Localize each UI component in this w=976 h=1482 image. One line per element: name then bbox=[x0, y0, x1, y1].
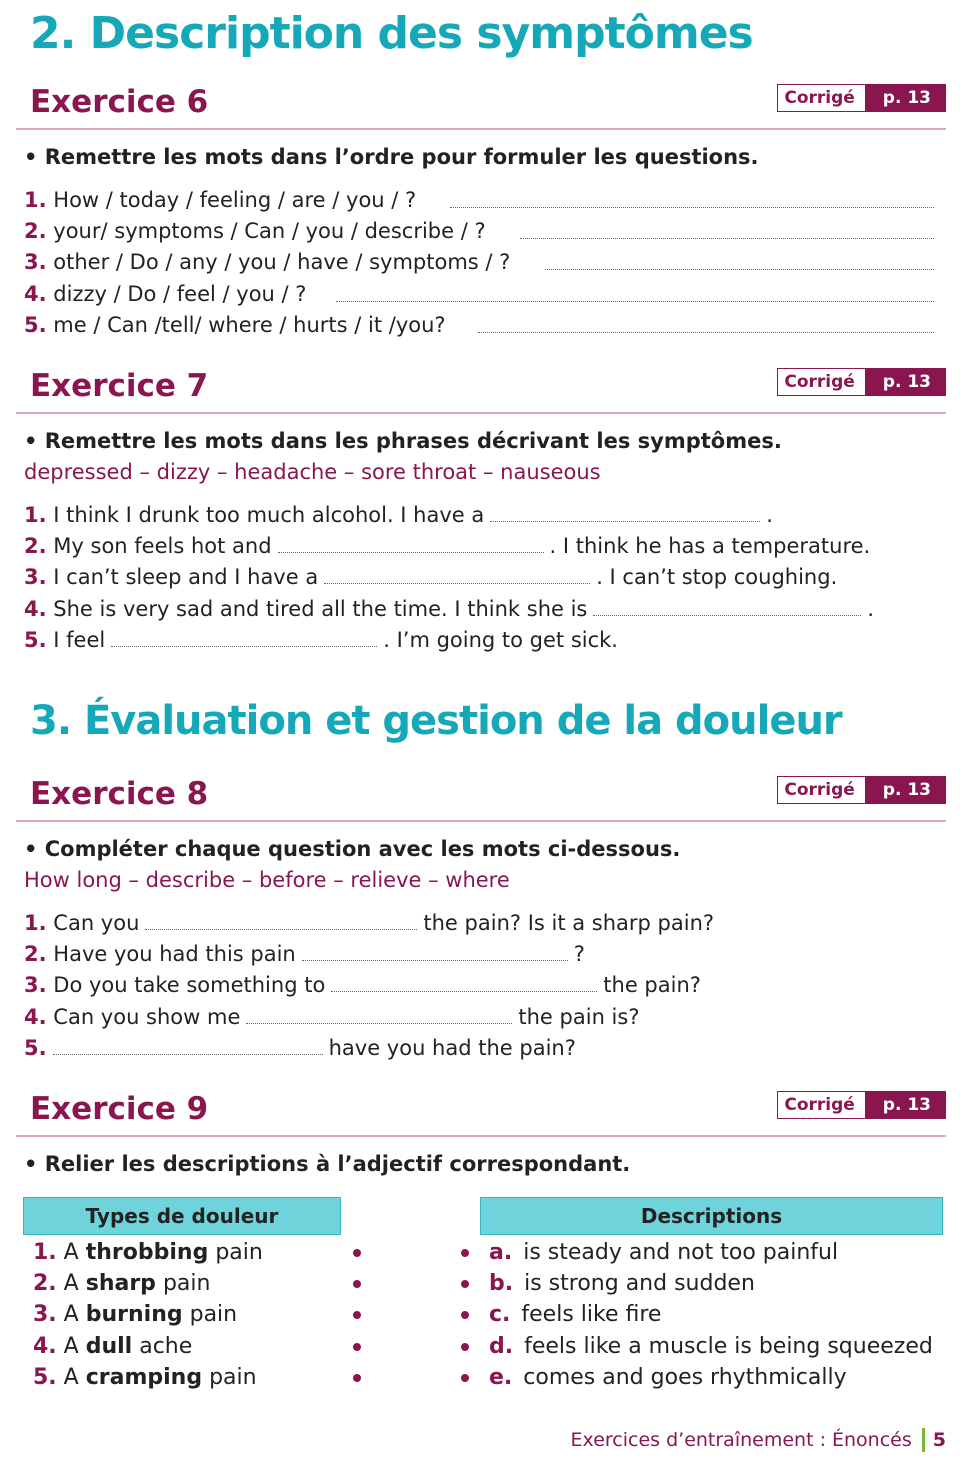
description-item bbox=[489, 1300, 661, 1330]
description-item bbox=[489, 1363, 847, 1393]
exercise-item bbox=[24, 1033, 576, 1063]
exercise-item bbox=[24, 247, 940, 277]
exercise-item bbox=[24, 625, 618, 655]
item-text: pain bbox=[209, 1365, 257, 1390]
item-number: 2. bbox=[24, 534, 47, 558]
item-number: 1. bbox=[24, 911, 47, 935]
item-text: pain bbox=[162, 1271, 211, 1296]
pain-adjective: throbbing bbox=[85, 1240, 209, 1265]
item-text: dizzy / Do / feel / you / ? bbox=[53, 282, 307, 306]
item-text: . I’m going to get sick. bbox=[383, 628, 618, 652]
description-item bbox=[489, 1332, 933, 1362]
answer-blank[interactable] bbox=[545, 255, 934, 270]
instruction: • Remettre les mots dans l’ordre pour formuler les questions. bbox=[24, 145, 759, 169]
footer-text: Exercices d’entraînement : Énoncés bbox=[570, 1429, 912, 1451]
match-dot-left[interactable] bbox=[353, 1343, 361, 1351]
exercise-6-header bbox=[16, 84, 946, 130]
item-text: . I think he has a temperature. bbox=[549, 534, 871, 558]
column-header-descriptions: Descriptions bbox=[480, 1197, 943, 1235]
item-text: is steady and not too painful bbox=[523, 1240, 839, 1265]
item-text: your/ symptoms / Can / you / describe / ? bbox=[53, 219, 486, 243]
answer-blank[interactable] bbox=[324, 569, 590, 584]
section-title: 2. Description des symptômes bbox=[30, 8, 753, 59]
item-number: 3. bbox=[24, 565, 47, 589]
item-number: 1. bbox=[24, 188, 47, 212]
answer-blank[interactable] bbox=[111, 632, 377, 647]
answer-key-link[interactable] bbox=[777, 776, 946, 804]
divider bbox=[16, 820, 946, 822]
description-item bbox=[489, 1269, 755, 1299]
item-letter: d. bbox=[489, 1334, 514, 1359]
item-text: I feel bbox=[53, 628, 106, 652]
exercise-title: Exercice 8 bbox=[30, 776, 209, 812]
item-text: Can you show me bbox=[53, 1005, 241, 1029]
footer-divider bbox=[922, 1428, 925, 1452]
item-text: How / today / feeling / are / you / ? bbox=[53, 188, 417, 212]
answer-blank[interactable] bbox=[53, 1040, 323, 1055]
answer-blank[interactable] bbox=[520, 224, 934, 239]
exercise-9-header bbox=[16, 1091, 946, 1137]
pain-type-item bbox=[33, 1300, 237, 1330]
item-number: 5. bbox=[24, 628, 47, 652]
exercise-title: Exercice 7 bbox=[30, 368, 209, 404]
item-number: 5. bbox=[24, 313, 47, 337]
item-text: the pain is? bbox=[518, 1005, 640, 1029]
item-number: 4. bbox=[24, 597, 47, 621]
item-text: pain bbox=[189, 1302, 238, 1327]
item-number: 3. bbox=[33, 1302, 57, 1327]
exercise-item bbox=[24, 939, 585, 969]
exercise-item bbox=[24, 531, 870, 561]
pain-type-item bbox=[33, 1332, 192, 1362]
description-item bbox=[489, 1238, 838, 1268]
item-text: have you had the pain? bbox=[328, 1036, 576, 1060]
answer-blank[interactable] bbox=[278, 538, 544, 553]
item-number: 5. bbox=[33, 1365, 57, 1390]
answer-blank[interactable] bbox=[336, 287, 934, 302]
item-number: 2. bbox=[24, 942, 47, 966]
item-text: the pain? Is it a sharp pain? bbox=[423, 911, 715, 935]
instruction: • Compléter chaque question avec les mots ci-dessous. bbox=[24, 837, 681, 861]
item-text: . I can’t stop coughing. bbox=[596, 565, 838, 589]
item-text: feels like fire bbox=[521, 1302, 662, 1327]
divider bbox=[16, 128, 946, 130]
item-text: Have you had this pain bbox=[53, 942, 296, 966]
corrige-page: p. 13 bbox=[865, 85, 945, 111]
match-dot-right[interactable] bbox=[461, 1374, 469, 1382]
exercise-item bbox=[24, 310, 940, 340]
match-dot-right[interactable] bbox=[461, 1249, 469, 1257]
instruction: • Relier les descriptions à l’adjectif correspondant. bbox=[24, 1152, 631, 1176]
exercise-7-header bbox=[16, 368, 946, 414]
pain-type-item bbox=[33, 1269, 210, 1299]
item-number: 2. bbox=[24, 219, 47, 243]
answer-key-link[interactable] bbox=[777, 368, 946, 396]
corrige-page: p. 13 bbox=[865, 777, 945, 803]
item-number: 2. bbox=[33, 1271, 57, 1296]
word-bank: How long – describe – before – relieve – where bbox=[24, 868, 510, 892]
answer-blank[interactable] bbox=[490, 507, 760, 522]
item-number: 4. bbox=[33, 1334, 57, 1359]
answer-key-link[interactable] bbox=[777, 84, 946, 112]
item-text: ? bbox=[573, 942, 585, 966]
page-number: 5 bbox=[932, 1429, 946, 1451]
match-dot-left[interactable] bbox=[353, 1280, 361, 1288]
answer-blank[interactable] bbox=[450, 193, 934, 208]
corrige-label: Corrigé bbox=[778, 777, 864, 803]
column-header-types: Types de douleur bbox=[23, 1197, 341, 1235]
match-dot-left[interactable] bbox=[353, 1374, 361, 1382]
pain-adjective: dull bbox=[85, 1334, 133, 1359]
exercise-item bbox=[24, 185, 940, 215]
divider bbox=[16, 412, 946, 414]
match-dot-right[interactable] bbox=[461, 1280, 469, 1288]
item-text: A bbox=[63, 1271, 79, 1296]
pain-type-item bbox=[33, 1238, 263, 1268]
item-text: A bbox=[63, 1334, 79, 1359]
divider bbox=[16, 1135, 946, 1137]
pain-type-item bbox=[33, 1363, 257, 1393]
item-letter: c. bbox=[489, 1302, 511, 1327]
item-text: . bbox=[867, 597, 875, 621]
item-text: Can you bbox=[53, 911, 140, 935]
exercise-title: Exercice 6 bbox=[30, 84, 209, 120]
exercise-title: Exercice 9 bbox=[30, 1091, 209, 1127]
corrige-page: p. 13 bbox=[865, 369, 945, 395]
item-text: I can’t sleep and I have a bbox=[53, 565, 319, 589]
item-number: 3. bbox=[24, 250, 47, 274]
match-dot-right[interactable] bbox=[461, 1311, 469, 1319]
item-text: comes and goes rhythmically bbox=[523, 1365, 847, 1390]
item-number: 4. bbox=[24, 1005, 47, 1029]
exercise-item bbox=[24, 216, 940, 246]
exercise-item bbox=[24, 970, 701, 1000]
match-dot-right[interactable] bbox=[461, 1343, 469, 1351]
item-letter: e. bbox=[489, 1365, 513, 1390]
item-text: A bbox=[63, 1240, 79, 1265]
item-text: My son feels hot and bbox=[53, 534, 272, 558]
answer-key-link[interactable] bbox=[777, 1091, 946, 1119]
pain-adjective: sharp bbox=[85, 1271, 156, 1296]
answer-blank[interactable] bbox=[302, 946, 568, 961]
corrige-label: Corrigé bbox=[778, 85, 864, 111]
item-text: I think I drunk too much alcohol. I have a bbox=[53, 503, 485, 527]
item-number: 4. bbox=[24, 282, 47, 306]
exercise-item bbox=[24, 500, 773, 530]
corrige-label: Corrigé bbox=[778, 1092, 864, 1118]
answer-blank[interactable] bbox=[246, 1009, 512, 1024]
exercise-item bbox=[24, 1002, 639, 1032]
instruction: • Remettre les mots dans les phrases décrivant les symptômes. bbox=[24, 429, 782, 453]
pain-adjective: burning bbox=[85, 1302, 183, 1327]
item-text: A bbox=[63, 1302, 79, 1327]
corrige-label: Corrigé bbox=[778, 369, 864, 395]
item-text: . bbox=[766, 503, 773, 527]
item-text: feels like a muscle is being squeezed bbox=[524, 1334, 933, 1359]
answer-blank[interactable] bbox=[593, 601, 861, 616]
answer-blank[interactable] bbox=[145, 915, 417, 930]
exercise-item bbox=[24, 594, 874, 624]
page-footer bbox=[571, 1428, 946, 1452]
item-number: 1. bbox=[33, 1240, 57, 1265]
word-bank: depressed – dizzy – headache – sore throat – nauseous bbox=[24, 460, 601, 484]
match-dot-left[interactable] bbox=[353, 1311, 361, 1319]
item-letter: a. bbox=[489, 1240, 513, 1265]
answer-blank[interactable] bbox=[478, 318, 934, 333]
item-text: pain bbox=[215, 1240, 263, 1265]
match-dot-left[interactable] bbox=[353, 1249, 361, 1257]
item-number: 1. bbox=[24, 503, 47, 527]
exercise-item bbox=[24, 279, 940, 309]
item-text: the pain? bbox=[603, 973, 701, 997]
answer-blank[interactable] bbox=[331, 977, 597, 992]
pain-adjective: cramping bbox=[85, 1365, 203, 1390]
item-text: She is very sad and tired all the time. I think she is bbox=[53, 597, 588, 621]
item-text: is strong and sudden bbox=[524, 1271, 755, 1296]
item-text: ache bbox=[139, 1334, 193, 1359]
item-number: 3. bbox=[24, 973, 47, 997]
corrige-page: p. 13 bbox=[865, 1092, 945, 1118]
item-letter: b. bbox=[489, 1271, 514, 1296]
exercise-item bbox=[24, 908, 714, 938]
section-title: 3. Évaluation et gestion de la douleur bbox=[30, 698, 842, 744]
item-number: 5. bbox=[24, 1036, 47, 1060]
item-text: A bbox=[63, 1365, 79, 1390]
item-text: Do you take something to bbox=[53, 973, 326, 997]
exercise-8-header bbox=[16, 776, 946, 822]
item-text: me / Can /tell/ where / hurts / it /you? bbox=[53, 313, 446, 337]
exercise-item bbox=[24, 562, 837, 592]
item-text: other / Do / any / you / have / symptoms / ? bbox=[53, 250, 511, 274]
